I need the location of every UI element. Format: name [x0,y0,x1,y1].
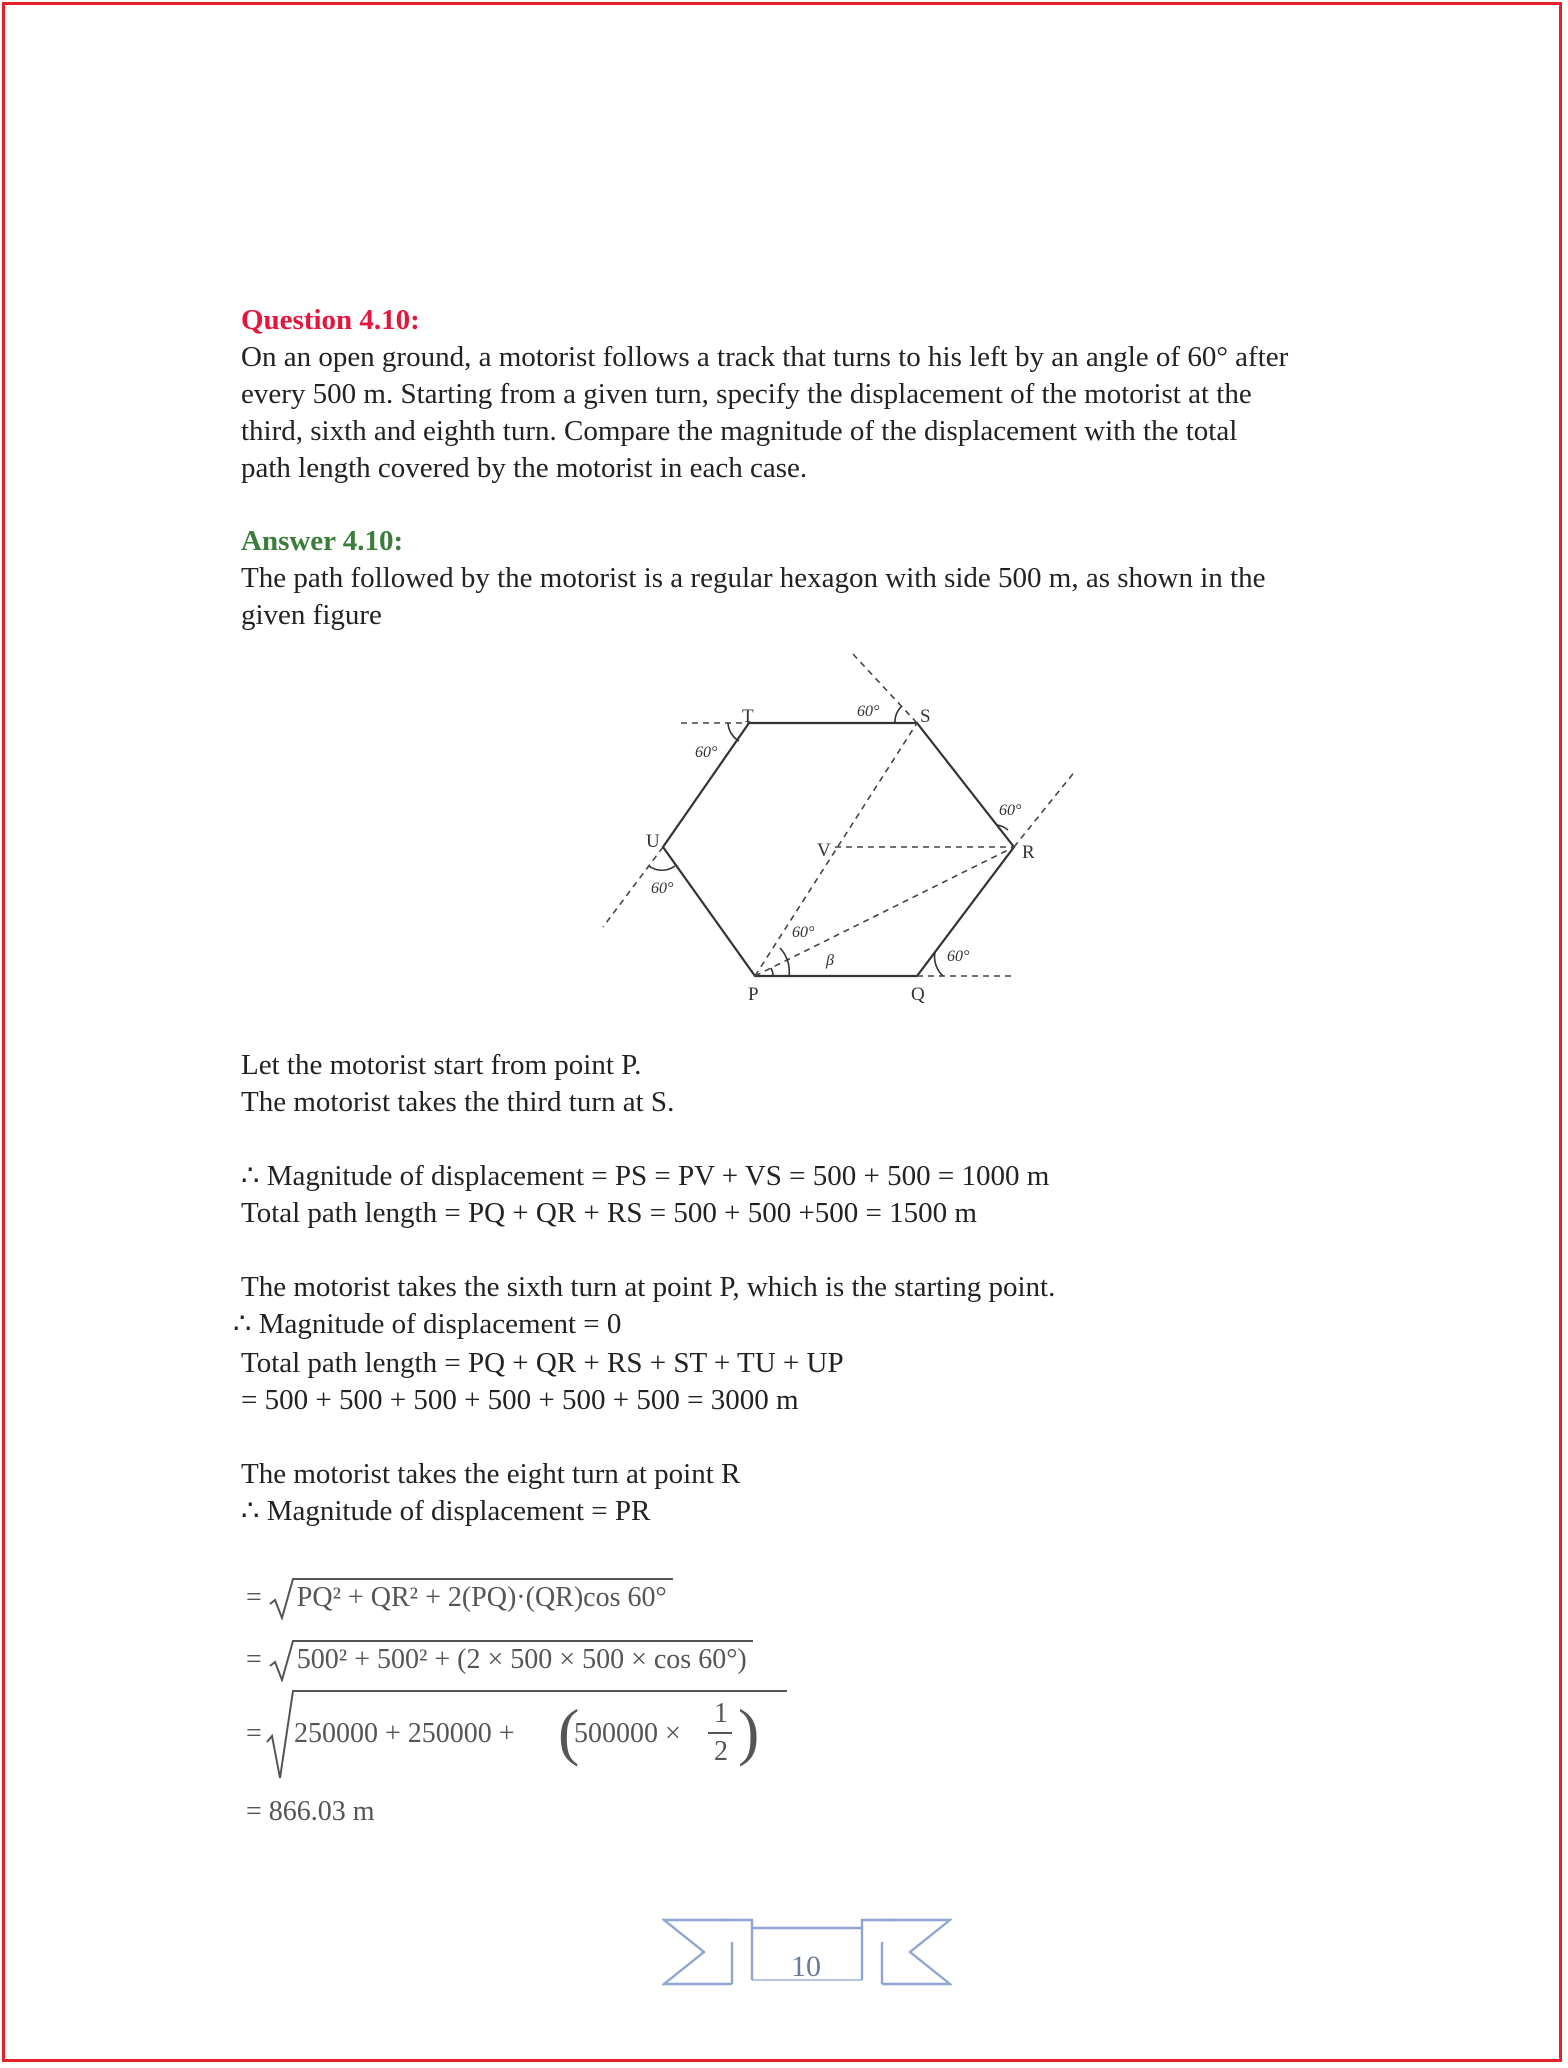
label-beta: β [826,952,834,969]
sqrt-sign [266,1690,296,1780]
frac-bar [708,1732,732,1734]
math-line-1 [246,1578,673,1620]
math-result: = 866.03 m [246,1796,375,1827]
sqrt-expr-2: 500² + 500² + (2 × 500 × 500 × cos 60°) [295,1640,753,1675]
question-section [241,302,1371,487]
sqrt-bar-3 [295,1690,787,1692]
label-angle-t: 60° [695,744,718,761]
label-angle-u: 60° [651,880,674,897]
page-number: 10 [791,1950,821,1983]
paren-left: ( [558,1696,580,1767]
sqrt-expr-3b: 500000 × [574,1718,681,1749]
label-u: U [646,831,660,852]
sqrt-sign [269,1640,295,1682]
question-line: path length covered by the motorist in each case. [241,452,808,484]
answer-line: given figure [241,599,382,631]
label-angle-s: 60° [857,703,880,720]
label-r: R [1022,842,1035,863]
sqrt-expr-1: PQ² + QR² + 2(PQ)·(QR)cos 60° [295,1578,673,1613]
equals-sign: = [246,1718,262,1749]
question-heading: Question 4.10: [241,304,420,336]
body-line: ∴ Magnitude of displacement = PR [241,1495,651,1527]
question-text [241,339,1371,487]
label-p: P [748,984,759,1005]
paren-right: ) [738,1696,760,1767]
body-line: The motorist takes the sixth turn at point P, which is the starting point. [241,1271,1056,1303]
question-line: third, sixth and eighth turn. Compare the magnitude of the displacement with the total [241,415,1238,447]
label-s: S [920,706,931,727]
question-line: On an open ground, a motorist follows a track that turns to his left by an angle of 60° after [241,341,1289,373]
body-line: = 500 + 500 + 500 + 500 + 500 + 500 = 3000 m [241,1384,799,1416]
body-line: ∴ Magnitude of displacement = PS = PV + VS = 500 + 500 = 1000 m [241,1160,1050,1192]
sqrt-expr-3a: 250000 + 250000 + [294,1718,515,1749]
math-line-2 [246,1640,753,1682]
equals-sign: = [246,1582,262,1613]
equals-sign: = [246,1644,262,1675]
label-angle-r: 60° [999,802,1022,819]
frac-numerator: 1 [714,1698,728,1729]
body-line: Total path length = PQ + QR + RS + ST + TU + UP [241,1347,844,1379]
answer-section [241,523,1371,634]
label-v: V [817,840,831,861]
question-line: every 500 m. Starting from a given turn, specify the displacement of the motorist at the [241,378,1252,410]
body-line: ∴ Magnitude of displacement = 0 [233,1308,622,1340]
math-derivation [246,1570,846,1840]
answer-heading: Answer 4.10: [241,525,404,557]
hexagon-figure [590,645,1090,1020]
frac-denominator: 2 [714,1736,728,1767]
label-q: Q [911,984,925,1005]
label-angle-p: 60° [792,924,815,941]
label-angle-q: 60° [947,948,970,965]
sqrt-sign [269,1578,295,1620]
body-line: The motorist takes the third turn at S. [241,1086,675,1118]
answer-line: The path followed by the motorist is a regular hexagon with side 500 m, as shown in the [241,562,1266,594]
answer-text [241,560,1371,634]
body-line: Total path length = PQ + QR + RS = 500 + 500 +500 = 1500 m [241,1197,977,1229]
body-line: The motorist takes the eight turn at point R [241,1458,741,1490]
label-t: T [742,706,754,727]
body-line: Let the motorist start from point P. [241,1049,642,1081]
